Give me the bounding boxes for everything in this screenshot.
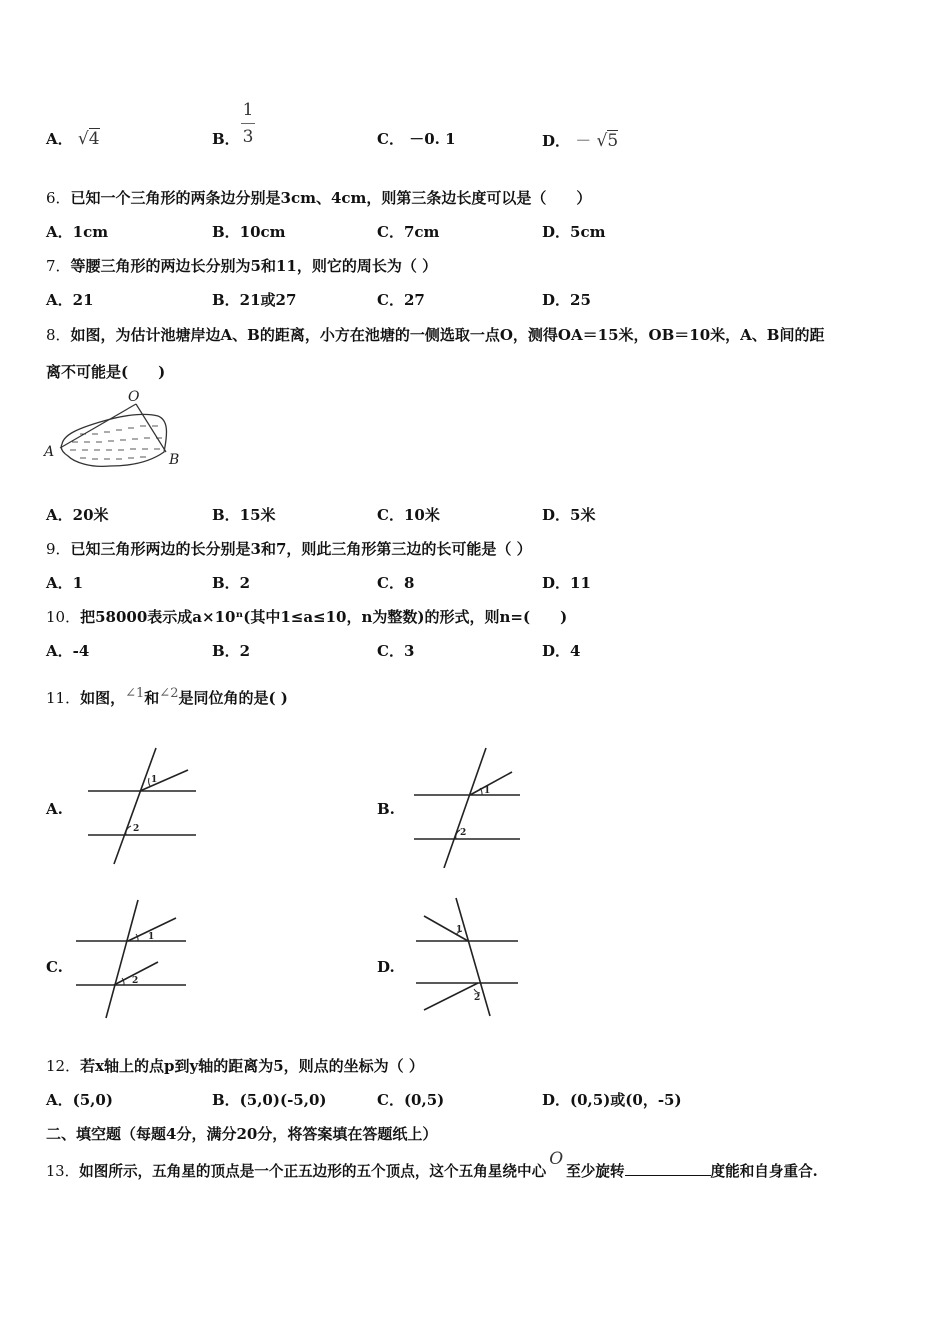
question-text: 等腰三角形的两边长分别为5和11，则它的周长为（ ） <box>70 257 438 275</box>
angle-label-1: 1 <box>456 925 463 935</box>
question-text-line1: 如图，为估计池塘岸边A、B的距离，小方在池塘的一侧选取一点O，测得OA＝15米，OB＝10米，A、B间的距 <box>70 326 825 344</box>
minus-sign: － <box>575 131 592 150</box>
q7-option-c: C．27 <box>377 291 425 309</box>
point-a-label: A <box>44 444 55 460</box>
q10-option-c: C．3 <box>377 642 415 660</box>
q10-option-a: A．-4 <box>46 642 90 660</box>
question-text: 至少旋转 <box>566 1163 625 1180</box>
radicand: 4 <box>88 129 100 149</box>
q12-option-b: B．(5,0)(-5,0) <box>212 1091 327 1109</box>
question-text: 若x轴上的点p到y轴的距离为5，则点的坐标为（ ） <box>80 1057 424 1075</box>
fraction-numerator: 1 <box>242 100 254 120</box>
q8-option-c: C．10米 <box>377 506 440 524</box>
question-number: 10． <box>46 608 81 626</box>
q7-option-b: B．21或27 <box>212 291 297 309</box>
fraction-one-third <box>241 100 255 147</box>
fraction-denominator: 3 <box>242 127 254 147</box>
question-7 <box>46 255 437 276</box>
sqrt-expression: √4 <box>77 129 100 149</box>
question-number: 12． <box>46 1057 81 1075</box>
center-o-symbol: O <box>549 1149 564 1169</box>
q11-option-d-label: D. <box>377 958 395 976</box>
question-number: 11． <box>46 689 81 707</box>
water-hatching <box>70 426 162 459</box>
question-number: 9． <box>46 540 71 558</box>
question-11 <box>46 687 288 708</box>
question-text: 已知一个三角形的两条边分别是3cm、4cm，则第三条边长度可以是（ ） <box>70 189 592 207</box>
question-12 <box>46 1055 424 1076</box>
question-8 <box>46 324 824 345</box>
q11-option-a-label: A. <box>46 800 63 818</box>
pond-figure <box>40 386 190 476</box>
question-text: 是同位角的是( ) <box>178 689 288 707</box>
angle-label-1: 1 <box>148 932 155 942</box>
option-letter: C． <box>377 130 404 148</box>
option-text: －0. 1 <box>409 130 456 148</box>
question-text: 和 <box>144 689 160 707</box>
q6-option-d: D．5cm <box>542 223 606 241</box>
segment-oa <box>60 404 136 448</box>
q9-option-a: A．1 <box>46 574 84 592</box>
option-letter: D． <box>542 132 571 150</box>
q11-figure-d <box>410 894 526 1020</box>
q10-option-d: D．4 <box>542 642 581 660</box>
option-letter: A． <box>46 130 73 148</box>
section-2-title: 二、填空题（每题4分，满分20分，将答案填在答题纸上） <box>46 1125 438 1143</box>
angle-label-2: 2 <box>133 824 140 834</box>
q8-option-a: A．20米 <box>46 506 109 524</box>
question-6 <box>46 187 591 208</box>
question-9 <box>46 538 532 559</box>
q12-option-c: C．(0,5) <box>377 1091 445 1109</box>
question-text: 已知三角形两边的长分别是3和7，则此三角形第三边的长可能是（ ） <box>70 540 532 558</box>
radicand: 5 <box>607 131 619 151</box>
q9-option-d: D．11 <box>542 574 591 592</box>
q7-option-d: D．25 <box>542 291 591 309</box>
angle-label-2: 2 <box>474 993 481 1003</box>
q11-figure-c <box>72 896 192 1022</box>
q8-option-b: B．15米 <box>212 506 276 524</box>
q6-option-a: A．1cm <box>46 223 109 241</box>
q5-option-a <box>46 128 100 149</box>
q6-option-b: B．10cm <box>212 223 286 241</box>
question-number: 7． <box>46 257 71 275</box>
angle-2-symbol: ∠2 <box>159 686 179 701</box>
question-text: 把58000表示成a×10ⁿ(其中1≤a≤10，n为整数)的形式，则n=( ) <box>80 608 568 626</box>
question-13 <box>46 1149 818 1181</box>
question-number: 6． <box>46 189 71 207</box>
q7-option-a: A．21 <box>46 291 94 309</box>
q5-option-d <box>542 128 618 151</box>
q11-figure-b <box>408 744 526 868</box>
sqrt-expression: √5 <box>596 131 619 151</box>
angle-label-2: 2 <box>132 976 139 986</box>
angle-label-1: 1 <box>484 786 491 796</box>
option-letter: B． <box>212 130 240 148</box>
q11-option-b-label: B. <box>377 800 395 818</box>
question-text: 如图所示，五角星的顶点是一个正五边形的五个顶点，这个五角星绕中心 <box>79 1163 547 1180</box>
q8-option-d: D．5米 <box>542 506 596 524</box>
angle-label-1: 1 <box>151 775 158 785</box>
q11-option-c-label: C. <box>46 958 63 976</box>
question-number: 8． <box>46 326 71 344</box>
q9-option-b: B．2 <box>212 574 251 592</box>
question-text: 度能和自身重合. <box>710 1163 818 1180</box>
q10-option-b: B．2 <box>212 642 251 660</box>
q11-figure-a <box>82 744 200 868</box>
angle-1-symbol: ∠1 <box>125 686 145 701</box>
point-b-label: B <box>169 452 180 468</box>
question-number: 13． <box>46 1163 80 1180</box>
q5-option-c <box>377 128 456 149</box>
question-text: 如图， <box>80 689 126 707</box>
question-8-line2: 离不可能是( ) <box>46 363 166 381</box>
q12-option-d: D．(0,5)或(0，-5) <box>542 1091 682 1109</box>
angle-label-2: 2 <box>460 828 467 838</box>
q9-option-c: C．8 <box>377 574 415 592</box>
q5-option-b <box>212 128 240 149</box>
answer-blank[interactable] <box>625 1161 711 1176</box>
q6-option-c: C．7cm <box>377 223 440 241</box>
segment-ob <box>136 404 166 452</box>
question-10 <box>46 606 567 627</box>
pond-outline <box>61 414 166 466</box>
point-o-label: O <box>128 389 140 405</box>
q12-option-a: A．(5,0) <box>46 1091 113 1109</box>
